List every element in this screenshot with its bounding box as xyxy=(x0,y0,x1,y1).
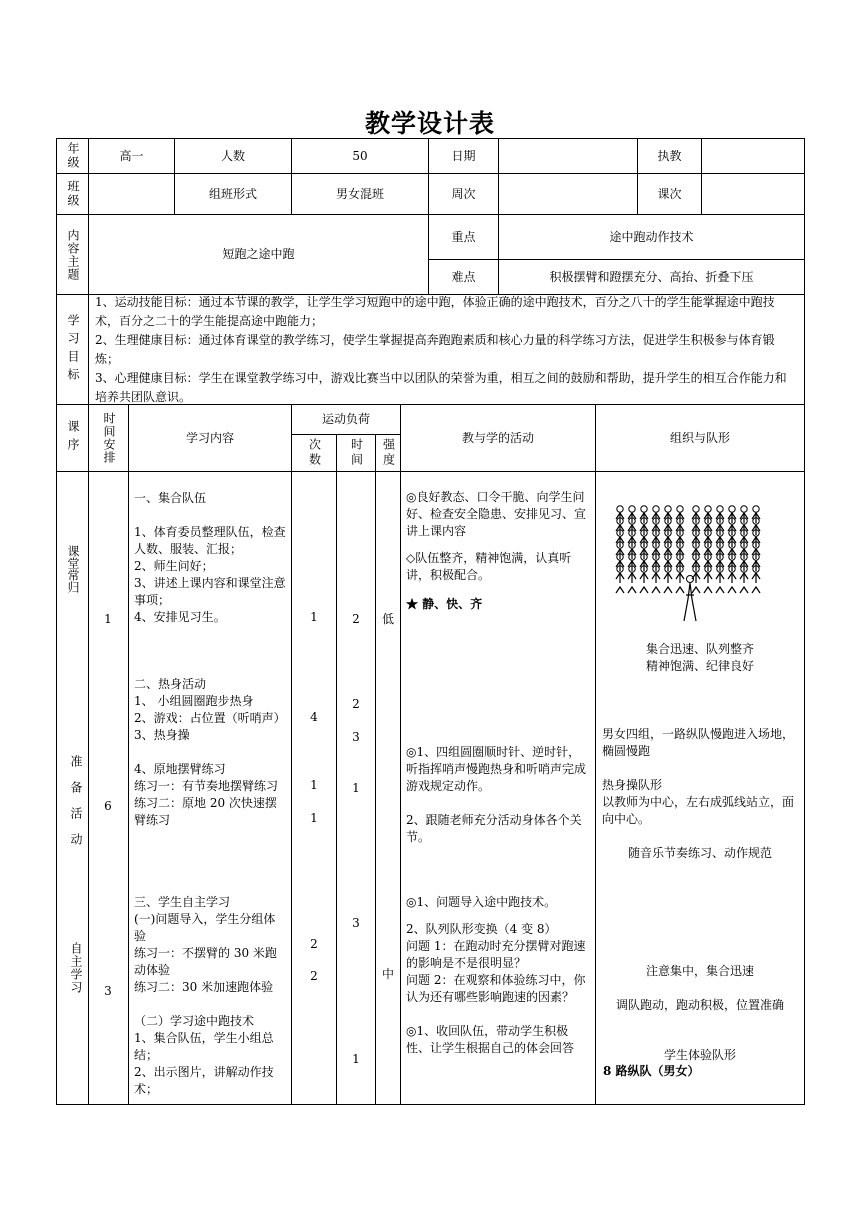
routine-duration: 2 xyxy=(352,612,360,626)
formation-label-cell xyxy=(174,173,292,215)
teacher-label: 执教 xyxy=(657,148,682,163)
topic-label: 内容主题 xyxy=(66,228,80,281)
selfstudy-activity: 问题 1：在跑动时充分摆臂对跑速的影响是不是很明显？ xyxy=(406,939,586,970)
selfstudy-content-line: 练习一：不摆臂的 30 米跑动体验 xyxy=(134,946,277,977)
routine-activity: ◎良好教态、口令干脆、向学生问好、检查安全隐患、安排见习、宣讲上课内容 xyxy=(406,490,587,538)
col-load-cell xyxy=(291,404,401,435)
warmup-org-line: 以教师为中心，左右成弧线站立，面向中心。 xyxy=(602,795,795,826)
routine-content-line: 1、体育委员整理队伍，检查人数、服装、汇报； xyxy=(134,525,286,556)
selfstudy-activity xyxy=(406,911,590,921)
col-organization-cell xyxy=(595,404,805,472)
col-intensity-cell xyxy=(375,434,401,472)
selfstudy-org-caption: 学生体验队形 xyxy=(663,1048,736,1062)
count-value: 50 xyxy=(352,148,368,163)
routine-activity xyxy=(406,540,590,550)
topic-value-cell xyxy=(88,214,429,295)
routine-intensity: 低 xyxy=(381,612,394,626)
selfstudy-org-line-2: 调队跑动，跑动积极，位置准确 xyxy=(615,998,784,1012)
selfstudy-activity: 问题 2：在观察和体验练习中，你认为还有哪些影响跑速的因素？ xyxy=(406,973,586,1004)
objectives-label-cell xyxy=(56,294,89,405)
teacher-label-cell xyxy=(637,138,702,174)
routine-motto: ★ 静、快、齐 xyxy=(406,597,483,611)
warmup-activity: 2、跟随老师充分活动身体各个关节。 xyxy=(406,813,582,844)
topic-value: 短跑之途中跑 xyxy=(222,247,295,261)
warmup-activities xyxy=(406,744,590,846)
selfstudy-activity: ◎1、收回队伍，带动学生积极性、让学生根据自己的体会回答 xyxy=(406,1024,575,1055)
selfstudy-activities xyxy=(406,894,590,1057)
date-label: 日期 xyxy=(451,148,476,163)
selfstudy-times-1: 2 xyxy=(310,937,318,951)
col-time: 时间安排 xyxy=(102,412,116,464)
key-label-cell xyxy=(428,214,499,260)
selfstudy-org-bold: 8 路纵队（男女） xyxy=(603,1064,700,1078)
selfstudy-activity xyxy=(406,1006,590,1023)
selfstudy-content-line: 三、学生自主学习 xyxy=(134,895,231,909)
formation-value-cell xyxy=(291,173,429,215)
routine-activities xyxy=(406,489,590,613)
warmup-content xyxy=(134,676,286,829)
routine-content-line: 3、讲述上课内容和课堂注意事项； xyxy=(134,576,286,607)
col-load: 运动负荷 xyxy=(321,412,370,426)
grade-value: 高一 xyxy=(119,148,144,163)
body-time-col xyxy=(88,471,129,1105)
routine-time: 1 xyxy=(104,612,112,626)
week-label: 周次 xyxy=(451,186,476,201)
objectives-label: 学习目标 xyxy=(66,313,80,386)
objective-1: 1、运动技能目标：通过本节课的教学，让学生学习短跑中的途中跑，体验正确的途中跑技术，百分之八十的学生能掌握途中跑技术，百分之二十的学生能提高途中跑能力； xyxy=(95,294,775,328)
warmup-times-1: 4 xyxy=(310,710,318,724)
warmup-activity: ◎1、四组圆圈顺时针、逆时针，听指挥哨声慢跑热身和听哨声完成游戏规定动作。 xyxy=(406,745,587,793)
topic-label-cell xyxy=(56,214,89,295)
selfstudy-org-line-1: 注意集中，集合迅速 xyxy=(645,964,754,978)
grade-label: 年级 xyxy=(66,142,80,170)
col-organization: 组织与队形 xyxy=(669,430,730,445)
warmup-times-3: 1 xyxy=(310,811,318,825)
routine-content xyxy=(134,490,286,626)
col-content: 学习内容 xyxy=(185,430,234,445)
warmup-content-line: 2、游戏：占位置（听哨声） xyxy=(134,711,286,725)
warmup-activity xyxy=(406,795,590,812)
section-selfstudy-label: 自主学习 xyxy=(69,942,83,994)
lesson-label-cell xyxy=(637,173,702,215)
warmup-content-line: 练习二：原地 20 次快速摆臂练习 xyxy=(134,796,277,827)
col-activities: 教与学的活动 xyxy=(461,430,534,445)
objective-2: 2、生理健康目标：通过体育课堂的教学练习，使学生掌握提高奔跑跑素质和核心力量的科学练习方法，促进学生积极参与体育锻炼； xyxy=(95,332,775,366)
week-label-cell xyxy=(428,173,499,215)
selfstudy-content-line: 1、集合队伍，学生小组总结； xyxy=(134,1031,274,1062)
selfstudy-content-line: （二）学习途中跑技术 xyxy=(134,1014,255,1028)
formation-value: 男女混班 xyxy=(335,186,384,201)
selfstudy-content xyxy=(134,894,286,1098)
warmup-time: 6 xyxy=(104,799,112,813)
warmup-content-line: 4、原地摆臂练习 xyxy=(134,762,226,776)
objective-3: 3、心理健康目标：学生在课堂教学练习中，游戏比赛当中以团队的荣誉为重，相互之间的鼓励和帮助，提升学生的相互合作能力和培养共团队意识。 xyxy=(95,370,787,404)
selfstudy-content-line: (一)问题导入，学生分组体验 xyxy=(134,912,276,943)
selfstudy-time: 3 xyxy=(104,984,112,998)
formation-diagram xyxy=(612,503,772,623)
warmup-duration-2: 3 xyxy=(352,730,360,744)
key-label: 重点 xyxy=(451,229,476,244)
warmup-org xyxy=(602,726,800,828)
section-warmup-label: 准备活动 xyxy=(69,755,83,859)
formation-figure xyxy=(612,503,772,623)
routine-content-line: 2、师生问好； xyxy=(134,559,214,573)
col-duration: 时间 xyxy=(349,438,364,468)
col-times-cell xyxy=(291,434,337,472)
routine-org-caption-line: 精神饱满、纪律良好 xyxy=(645,659,754,673)
warmup-org-line: 热身操队形 xyxy=(602,778,663,792)
difficult-label: 难点 xyxy=(451,269,476,284)
routine-org-caption-line: 集合迅速、队列整齐 xyxy=(645,642,754,656)
week-value-cell[interactable] xyxy=(498,173,638,215)
date-label-cell xyxy=(428,138,499,174)
selfstudy-activity: 2、队列队形变换（4 变 8） xyxy=(406,922,557,936)
warmup-times-2: 1 xyxy=(310,778,318,792)
formation-label: 组班形式 xyxy=(208,186,257,201)
warmup-content-line xyxy=(134,744,286,761)
warmup-org-line: 男女四组，一路纵队慢跑进入场地，椭圆慢跑 xyxy=(602,727,795,758)
formation-legs xyxy=(616,587,760,593)
selfstudy-content-line: 练习二：30 米加速跑体验 xyxy=(134,980,274,994)
routine-content-line xyxy=(134,507,286,524)
key-value: 途中跑动作技术 xyxy=(609,229,694,244)
date-value-cell[interactable] xyxy=(498,138,638,174)
count-label-cell xyxy=(174,138,292,174)
difficult-value-cell xyxy=(498,259,805,295)
col-activities-cell xyxy=(400,404,596,472)
warmup-content-line: 练习一：有节奏地摆臂练习 xyxy=(134,779,279,793)
difficult-value: 积极摆臂和蹬摆充分、高抬、折叠下压 xyxy=(549,269,754,284)
body-intensity-col xyxy=(375,471,401,1105)
selfstudy-content-line xyxy=(134,996,286,1013)
key-value-cell xyxy=(498,214,805,260)
warmup-duration-1: 2 xyxy=(352,697,360,711)
selfstudy-duration-2: 1 xyxy=(352,1052,360,1066)
selfstudy-times-2: 2 xyxy=(310,969,318,983)
warmup-content-line: 1、 小组圆圈跑步热身 xyxy=(134,694,254,708)
selfstudy-intensity: 中 xyxy=(381,967,394,981)
selfstudy-content-line: 2、出示图片，讲解动作技术； xyxy=(134,1065,274,1096)
lesson-value-cell[interactable] xyxy=(701,173,805,215)
col-order-cell xyxy=(56,404,89,472)
page-title: 教学设计表 xyxy=(364,109,495,138)
teacher-value-cell[interactable] xyxy=(701,138,805,174)
col-order: 课序 xyxy=(66,420,80,456)
count-value-cell xyxy=(291,138,429,174)
routine-content-line: 4、安排见习生。 xyxy=(134,610,226,624)
count-label: 人数 xyxy=(220,148,245,163)
class-value-cell[interactable] xyxy=(88,173,175,215)
objectives-cell xyxy=(88,294,805,405)
section-routine-label: 课堂常归 xyxy=(66,545,80,593)
col-time-cell xyxy=(88,404,129,472)
col-content-cell xyxy=(128,404,292,472)
warmup-content-line: 二、热身活动 xyxy=(134,677,207,691)
routine-activity: ◇队伍整齐，精神饱满，认真听讲，积极配合。 xyxy=(406,551,572,582)
warmup-duration-3: 1 xyxy=(352,781,360,795)
routine-content-line: 一、集合队伍 xyxy=(134,491,207,505)
col-duration-cell xyxy=(336,434,376,472)
warmup-content-line: 3、热身操 xyxy=(134,728,190,742)
col-intensity: 强度 xyxy=(381,438,396,468)
grade-label-cell xyxy=(56,138,89,174)
difficult-label-cell xyxy=(428,259,499,295)
class-label-cell xyxy=(56,173,89,215)
lesson-label: 课次 xyxy=(657,186,682,201)
warmup-org-line xyxy=(602,760,800,777)
class-label: 班级 xyxy=(66,180,80,208)
routine-times: 1 xyxy=(310,610,318,624)
selfstudy-activity: ◎1、问题导入途中跑技术。 xyxy=(406,895,557,909)
grade-value-cell xyxy=(88,138,175,174)
warmup-org-note: 随音乐节奏练习、动作规范 xyxy=(627,846,772,860)
selfstudy-duration-1: 3 xyxy=(352,916,360,930)
routine-org-caption xyxy=(595,641,805,675)
col-times: 次数 xyxy=(307,438,322,468)
